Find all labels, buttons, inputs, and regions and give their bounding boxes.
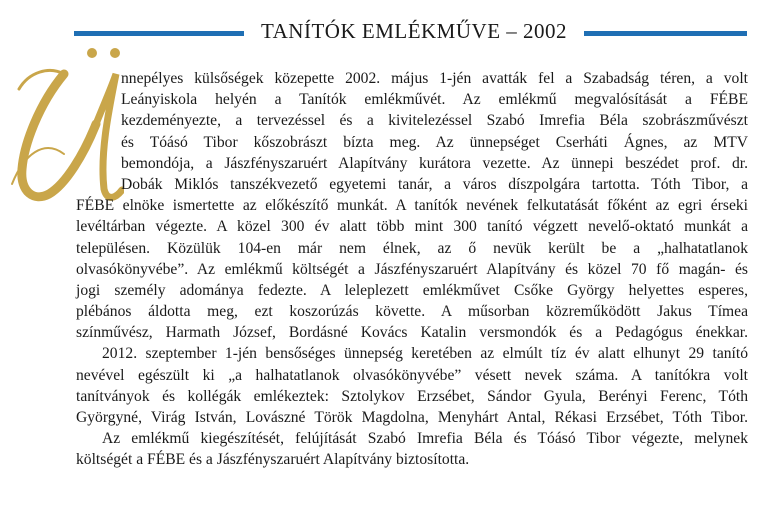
text-line: kezdeményezte, a tervezéssel és a kivitelezéssel Szabó Imrefia Béla szobrászművészt: [121, 112, 748, 130]
title-rule-right: [584, 31, 747, 36]
text-line: Dobák Miklós tanszékvezető egyetemi tanár, a város díszpolgára tartotta. Tóth Tibor, a: [121, 175, 748, 193]
text-line: FÉBE elnöke ismertette az előkészítő munkát. A tanítók nevének felkutatását főként az egri érseki: [76, 197, 748, 215]
text-line: bemondója, a Jászfényszaruért Alapítvány kurátora vezette. Az ünnepi beszédet prof. dr.: [121, 154, 748, 172]
title-rule-left: [74, 31, 244, 36]
text-line: költségét a FÉBE és a Jászfényszaruért Alapítvány biztosította.: [76, 451, 470, 469]
text-line: nnepélyes külsőségek közepette 2002. május 1-jén avatták fel a Szabadság téren, a volt: [121, 70, 748, 87]
text-line: Leányiskola helyén a Tanítók emlékművét. Az emlékmű megvalósítását a FÉBE: [121, 91, 748, 109]
text-line: Az emlékmű kiegészítését, felújítását Szabó Imrefia Béla és Tóásó Tibor végezte, melynek: [102, 430, 748, 448]
text-line: színművész, Harmath József, Bordásné Kovács Katalin versmondók és a Pedagógus énekkar.: [76, 324, 748, 342]
text-line: és Tóásó Tibor kőszobrászt bízta meg. Az ünnepséget Cserháti Ágnes, az MTV: [121, 133, 748, 151]
text-line: településen. Közülük 104-en már nem élnek, az ő nevük került be a „halhatatlanok: [76, 239, 748, 257]
article-body: [76, 68, 748, 471]
text-line: nevével egészült ki „a halhatatlanok olvasókönyvébe” vésett nevek száma. A tanítókra volt: [76, 366, 748, 384]
text-line: olvasókönyvébe”. Az emlékmű költségét a Jászfényszaruért Alapítvány és közel 70 fő magán- és: [76, 260, 748, 278]
text-line: Györgyné, Virág István, Lovászné Török Magdolna, Menyhárt Antal, Rékasi Erzsébet, Tóth Tibor.: [76, 409, 748, 426]
text-line: plébános áldotta meg, ezt koszorúzás követte. A műsorban közreműködött Jakus Tímea: [76, 303, 748, 321]
text-line: levéltárban végezte. A közel 300 év alatt több mint 300 tanító végzett nevelő-oktató munkát a: [76, 218, 748, 236]
text-line: jogi személy adománya fedezte. A leleplezett emlékművet Csőke György helyettes esperes,: [76, 281, 748, 299]
text-line: 2012. szeptember 1-jén bensőséges ünnepség keretében az elmúlt tíz év alatt elhunyt 29 tanító: [102, 345, 748, 363]
text-line: tanítványok és kollégák emlékeztek: Sztolykov Erzsébet, Sándor Gyula, Berényi Ferenc, Tóth: [76, 387, 748, 405]
page-title: TANÍTÓK EMLÉKMŰVE – 2002: [260, 19, 568, 43]
